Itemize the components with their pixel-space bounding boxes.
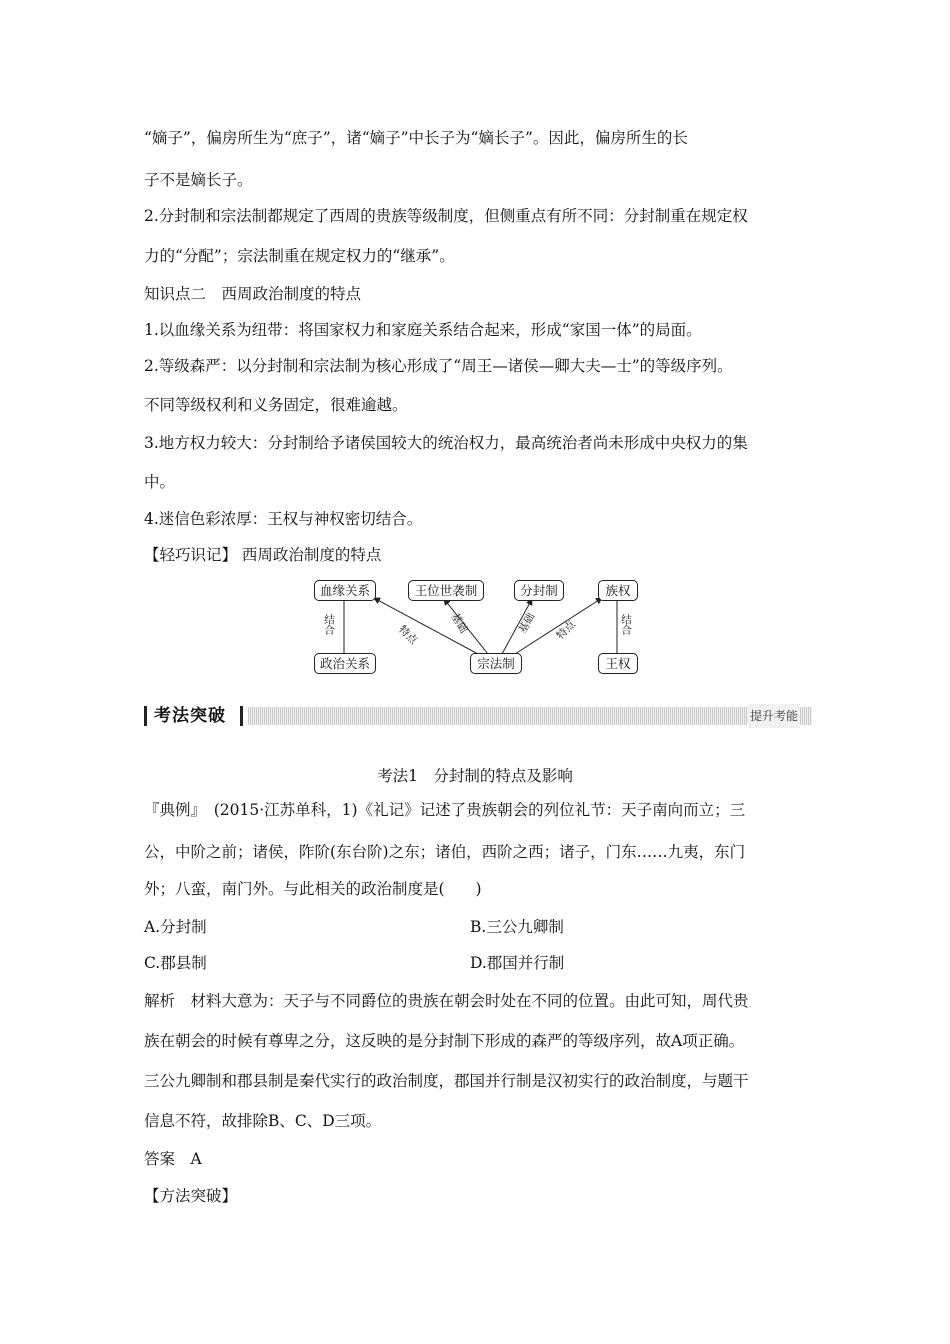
box-fenfeng: 分封制 <box>514 580 564 601</box>
paragraph-line: 力的“分配”；宗法制重在规定权力的“继承”。 <box>144 247 455 265</box>
label-feature-right: 特点 <box>554 618 578 642</box>
banner-divider <box>240 706 243 726</box>
analysis-line: 三公九卿制和郡县制是秦代实行的政治制度，郡国并行制是汉初实行的政治制度，与题干 <box>144 1072 749 1090</box>
paragraph-line: 中。 <box>144 473 176 491</box>
analysis-line: 族在朝会的时候有尊卑之分，这反映的是分封制下形成的森严的等级序列，故A项正确。 <box>144 1032 745 1050</box>
paragraph-line: “嫡子”，偏房所生为“庶子”，诸“嫡子”中长子为“嫡长子”。因此，偏房所生的长 <box>144 129 688 147</box>
paragraph-line: 不同等级权利和义务固定，很难逾越。 <box>144 396 408 414</box>
banner-title: 考法突破 <box>154 706 226 726</box>
label-right-combine: 结合 <box>620 614 632 635</box>
paragraph-line: 2.等级森严：以分封制和宗法制为核心形成了“周王—诸侯—卿大夫—士”的等级序列。 <box>144 357 733 375</box>
analysis-line: 信息不符，故排除B、C、D三项。 <box>144 1112 382 1130</box>
section-banner <box>144 704 812 728</box>
option-d: D.郡国并行制 <box>470 954 565 972</box>
box-wangwei: 王位世袭制 <box>408 580 484 601</box>
label-basis-right: 基础 <box>516 611 538 636</box>
banner-bar <box>248 707 812 725</box>
option-c: C.郡县制 <box>144 954 207 972</box>
box-xueyuan: 血缘关系 <box>314 580 376 601</box>
question-line: 『典例』 (2015·江苏单科，1)《礼记》记述了贵族朝会的列位礼节：天子南向而立；三 <box>144 801 746 819</box>
paragraph-line: 1.以血缘关系为纽带：将国家权力和家庭关系结合起来，形成“家国一体”的局面。 <box>144 321 702 339</box>
paragraph-line: 3.地方权力较大：分封制给予诸侯国较大的统治权力，最高统治者尚未形成中央权力的集 <box>144 434 748 452</box>
mnemonic-heading: 【轻巧识记】 西周政治制度的特点 <box>144 546 382 564</box>
box-zongfa: 宗法制 <box>470 653 522 674</box>
method-heading: 【方法突破】 <box>144 1187 238 1205</box>
analysis-line: 解析 材料大意为：天子与不同爵位的贵族在朝会时处在不同的位置。由此可知，周代贵 <box>144 992 749 1010</box>
paragraph-line: 子不是嫡长子。 <box>144 171 253 189</box>
box-wangquan: 王权 <box>598 653 638 674</box>
option-b: B.三公九卿制 <box>470 918 564 936</box>
label-feature-left: 特点 <box>396 623 420 647</box>
banner-subtitle: 提升考能 <box>748 704 800 728</box>
paragraph-line: 2.分封制和宗法制都规定了西周的贵族等级制度，但侧重点有所不同：分封制重在规定权 <box>144 207 748 225</box>
box-zuquan: 族权 <box>598 580 638 601</box>
method-title: 考法1 分封制的特点及影响 <box>377 767 573 785</box>
section-heading: 知识点二 西周政治制度的特点 <box>144 285 362 303</box>
question-line: 公，中阶之前；诸侯，阼阶(东台阶)之东；诸伯，西阶之西；诸子，门东……九夷，东门 <box>144 843 746 861</box>
label-left-combine: 结合 <box>323 614 335 635</box>
banner-marker <box>144 706 147 726</box>
option-a: A.分封制 <box>144 918 207 936</box>
answer-line: 答案 A <box>144 1150 202 1168</box>
question-line: 外；八蛮，南门外。与此相关的政治制度是( ) <box>144 880 482 898</box>
box-zhengzhi: 政治关系 <box>314 653 376 674</box>
label-basis-left: 基础 <box>448 611 470 636</box>
paragraph-line: 4.迷信色彩浓厚：王权与神权密切结合。 <box>144 510 423 528</box>
